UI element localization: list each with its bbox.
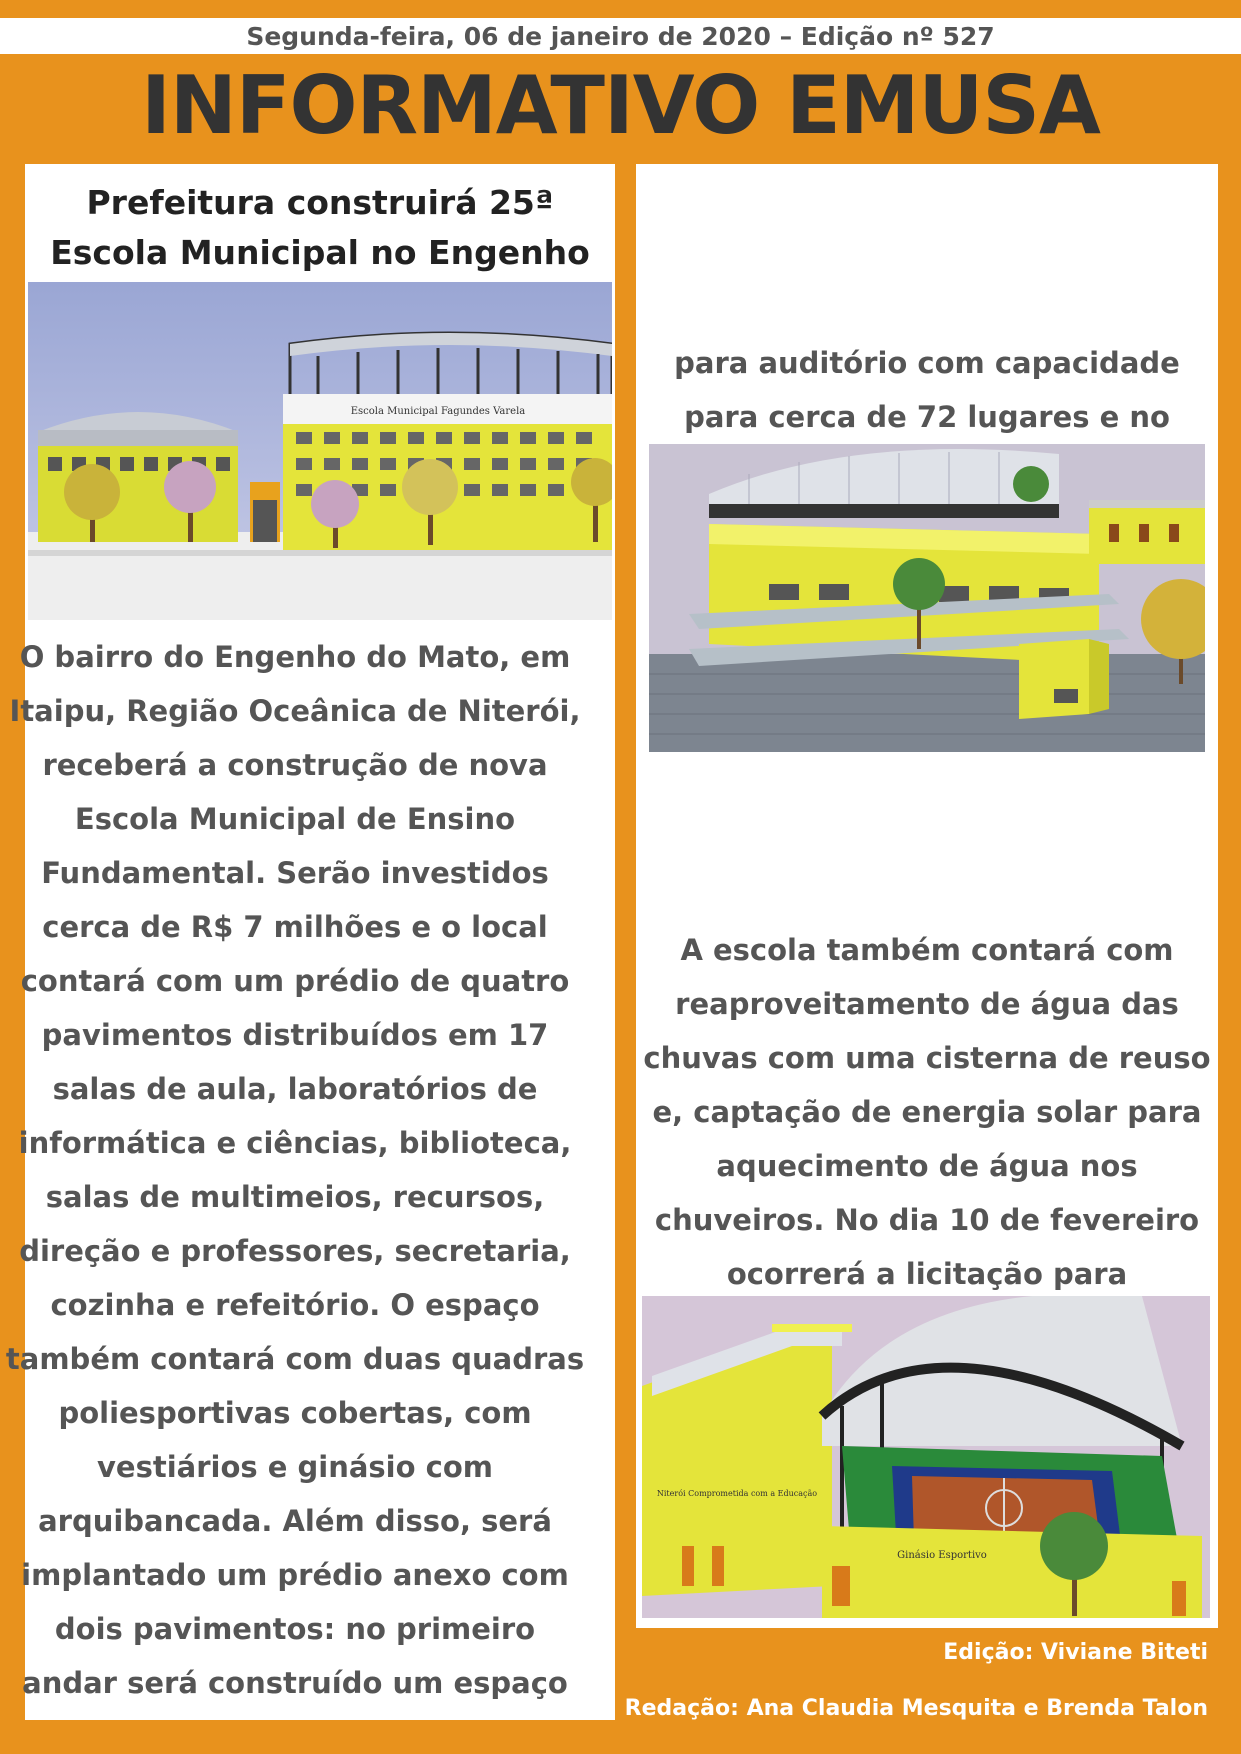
- gym-sign-text: Ginásio Esportivo: [897, 1550, 987, 1561]
- school-facade-rendering: [28, 282, 612, 620]
- masthead-title: INFORMATIVO EMUSA: [141, 59, 1100, 152]
- article-body-left: O bairro do Engenho do Mato, em Itaipu, Região Oceânica de Niterói, receberá a construção de nova Escola Municipal de Ensino Fundamental. Serão investidos cerca de R$ 7 milhões e o local contará com um prédio de quatro pavimentos distribuídos em 17 salas de aula, laboratórios de informática e ciências, biblioteca, salas de multimeios, recursos, direção e professores, secretaria, cozinha e refeitório. O espaço também contará com duas quadras poliesportivas cobertas, com vestiários e ginásio com arquibancada. Além disso, será implantado um prédio anexo com dois pavimentos: no primeiro andar será construído um espaço: [5, 640, 585, 1700]
- left-building-sign: Niterói Comprometida com a Educação: [656, 1489, 818, 1498]
- edition-credit: Edição: Viviane Biteti: [943, 1640, 1208, 1665]
- gymnasium-illustration: [642, 1296, 1210, 1618]
- edition-date-strip: Segunda-feira, 06 de janeiro de 2020 – Edição nº 527: [0, 18, 1241, 54]
- school-facade-illustration: [28, 282, 612, 620]
- article-body-continued-top: para auditório com capacidade para cerca de 72 lugares e no: [674, 346, 1180, 434]
- writing-credit: Redação: Ana Claudia Mesquita e Brenda Talon: [624, 1696, 1208, 1721]
- article-headline: Prefeitura construirá 25ª Escola Municipal no Engenho: [50, 183, 590, 272]
- gymnasium-rendering: [642, 1296, 1210, 1618]
- article-body-continued-middle: A escola também contará com reaproveitamento de água das chuvas com uma cisterna de reuso e, captação de energia solar para aquecimento de água nos chuveiros. No dia 10 de fevereiro ocorrerá a licitação para: [643, 933, 1211, 1291]
- annex-building-rendering: [649, 444, 1205, 752]
- facade-sign-text: Escola Municipal Fagundes Varela: [350, 406, 526, 417]
- annex-building-illustration: [649, 444, 1205, 752]
